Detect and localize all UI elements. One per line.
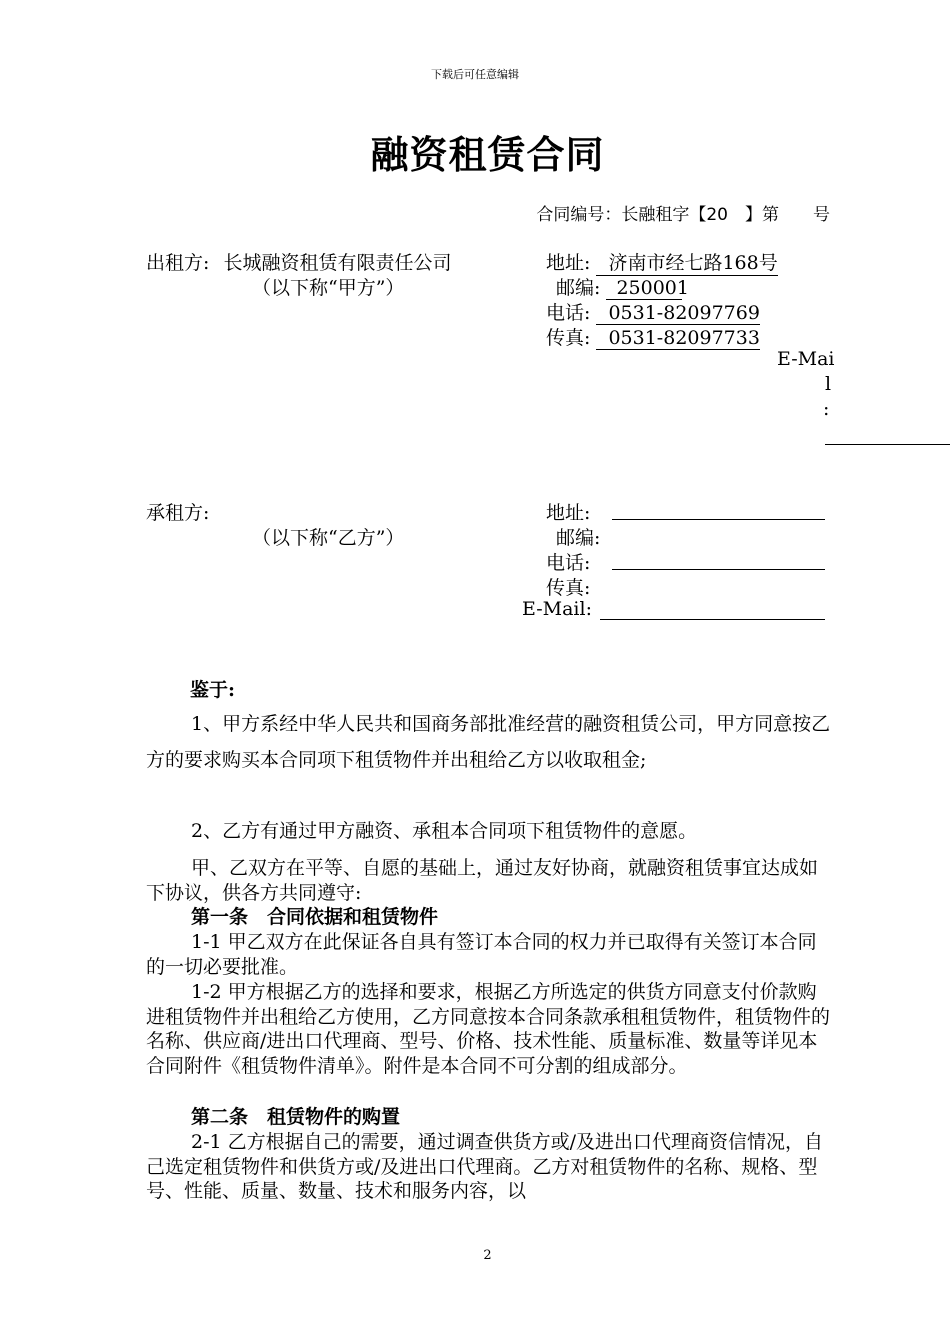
lessor-line (146, 248, 451, 275)
lessor-email-label-2: l (825, 373, 832, 395)
lessor-phone-row (546, 298, 760, 325)
lessor-fax-row (546, 323, 760, 350)
article-1-heading: 第一条 合同依据和租赁物件 (191, 906, 439, 928)
lessor-postcode: 250001 (606, 277, 682, 300)
clause-1-1: 1-1 甲乙双方在此保证各自具有签订本合同的权力并已取得有关签订本合同的一切必要批准。 (146, 931, 817, 978)
lessor-alias: （以下称“甲方”） (252, 277, 405, 299)
lessor-postcode-label: 邮编: (556, 277, 601, 299)
lessee-label: 承租方: (146, 502, 210, 524)
lessee-fax-label: 传真: (546, 577, 591, 599)
whereas-heading: 鉴于: (190, 679, 236, 701)
whereas-clause-2: 2、乙方有通过甲方融资、承租本合同项下租赁物件的意愿。 (191, 820, 698, 842)
lessee-address-label: 地址: (546, 502, 591, 524)
lessor-fax: 0531-82097733 (596, 327, 759, 350)
lessor-label: 出租方: (146, 252, 210, 274)
lessor-fax-label: 传真: (546, 327, 591, 349)
page-number: 2 (483, 1248, 492, 1263)
lessor-address: 济南市经七路168号 (596, 248, 777, 276)
article-2-heading: 第二条 租赁物件的购置 (191, 1106, 401, 1128)
lessor-email-label-3: : (823, 398, 830, 420)
lessor-address-row (546, 248, 778, 276)
lessor-address-label: 地址: (546, 252, 591, 274)
lessor-email-label-1: E-Mai (777, 348, 835, 370)
lessee-email-label: E-Mail: (522, 598, 592, 620)
clause-1-2: 1-2 甲方根据乙方的选择和要求，根据乙方所选定的供货方同意支付价款购进租赁物件并出租给乙方使用，乙方同意按本合同条款承租租赁物件，租赁物件的名称、供应商/进出口代理商、型号、价格、技术性能、质量标准、数量等详见本合同附件《租赁物件清单》。附件是本合同不可分割的组成部分。 (146, 981, 831, 1077)
document-title: 融资租赁合同 (370, 133, 605, 177)
lessee-phone-field (612, 569, 825, 570)
agreement-preamble: 甲、乙双方在平等、自愿的基础上，通过友好协商，就融资租赁事宜达成如下协议，供各方共同遵守: (146, 857, 819, 904)
lessor-phone: 0531-82097769 (596, 302, 759, 325)
lessee-alias: （以下称“乙方”） (252, 527, 405, 549)
lessee-email-field (600, 619, 825, 620)
lessee-postcode-label: 邮编: (556, 527, 601, 549)
whereas-clause-1: 1、甲方系经中华人民共和国商务部批准经营的融资租赁公司，甲方同意按乙方的要求购买本合同项下租赁物件并出租给乙方以收取租金; (146, 713, 831, 771)
clause-2-1: 2-1 乙方根据自己的需要，通过调查供货方或/及进出口代理商资信情况，自己选定租赁物件和供货方或/及进出口代理商。乙方对租赁物件的名称、规格、型号、性能、质量、数量、技术和服务内容，以 (146, 1131, 824, 1202)
lessor-name: 长城融资租赁有限责任公司 (223, 252, 452, 274)
lessee-address-field (612, 519, 825, 520)
lessee-phone-label: 电话: (546, 552, 591, 574)
lessor-postcode-row (556, 273, 689, 300)
lessor-phone-label: 电话: (546, 302, 591, 324)
page-header: 下载后可任意编辑 (431, 68, 519, 81)
lessor-email-underline (825, 444, 950, 445)
contract-number: 合同编号：长融租字【20 】第 号 (536, 205, 830, 225)
